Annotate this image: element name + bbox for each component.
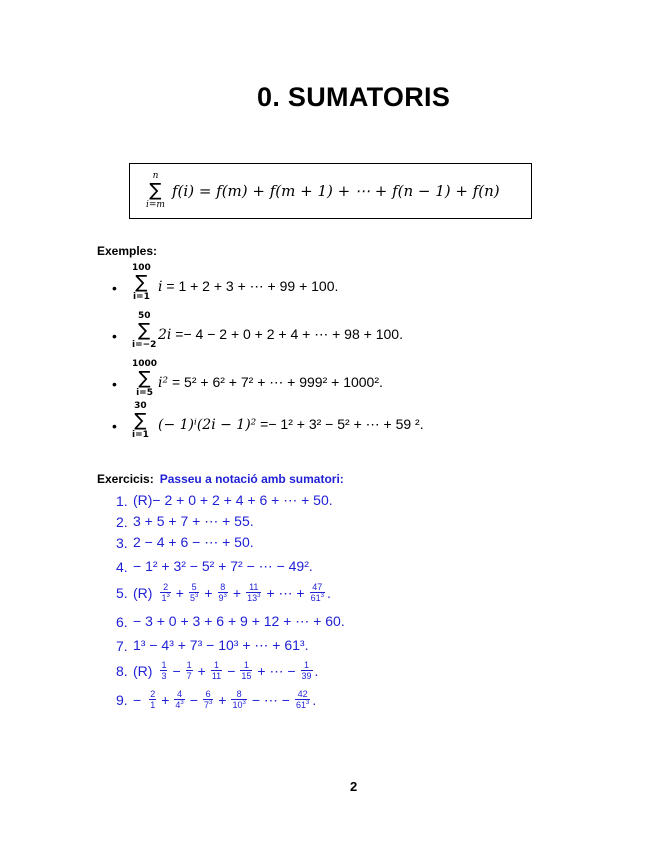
exercise-number: 7. — [116, 637, 128, 654]
denominator-base: 1 — [150, 700, 156, 711]
sigma-lower-limit: i=m — [146, 200, 165, 210]
example-rhs: = 1 + 2 + 3 + ⋯ + 99 + 100. — [162, 278, 339, 294]
fraction-denominator — [310, 592, 325, 603]
definition-box — [129, 163, 532, 219]
example-item — [112, 360, 532, 404]
example-expression — [158, 326, 403, 343]
exercise-fraction — [211, 661, 222, 682]
denominator-base: 15 — [241, 671, 252, 682]
example-sigma — [132, 312, 156, 350]
denominator-base: 61 — [295, 700, 306, 711]
exercise-item — [116, 690, 316, 711]
exercise-fraction — [246, 583, 261, 604]
example-rhs: = 5² + 6² + 7² + ⋯ + 999² + 1000². — [168, 374, 383, 390]
exercise-text: 1³ − 4³ + 7³ − 10³ + ⋯ + 61³. — [133, 637, 309, 653]
sigma-symbol: ∑ — [138, 320, 151, 341]
fraction-denominator — [186, 670, 193, 681]
sigma-upper-limit: n — [152, 171, 159, 181]
exercise-sign: + — [161, 692, 170, 709]
sigma-symbol: ∑ — [138, 368, 151, 389]
fraction-numerator: 47 — [312, 582, 323, 592]
denominator-base: 4 — [175, 700, 181, 711]
exercise-text: − 3 + 0 + 3 + 6 + 9 + 12 + ⋯ + 60. — [133, 613, 345, 629]
denominator-exponent: 3 — [242, 700, 246, 707]
fraction-numerator: 1 — [161, 660, 167, 670]
fraction-numerator: 1 — [186, 660, 192, 670]
fraction-denominator — [246, 592, 261, 603]
exercises-label: Exercicis: — [97, 472, 154, 486]
sigma-upper-limit: 30 — [134, 401, 147, 411]
denominator-base: 13 — [247, 593, 258, 604]
exercise-sign: − ⋯ − — [251, 691, 290, 708]
exercise-number: 1. — [116, 492, 128, 509]
fraction-denominator — [218, 592, 228, 603]
denominator-base: 7 — [186, 671, 192, 682]
example-rhs: =− 1² + 3² − 5² + ⋯ + 59 ². — [256, 416, 424, 432]
exercise-number: 3. — [116, 534, 128, 551]
exercise-text: 2 − 4 + 6 − ⋯ + 50. — [133, 534, 254, 550]
bullet-icon: • — [112, 376, 117, 392]
exercise-sign: + — [232, 585, 242, 602]
fraction-numerator: 4 — [177, 689, 183, 699]
bullet-icon: • — [112, 280, 117, 296]
denominator-base: 7 — [203, 700, 209, 711]
fraction-denominator — [174, 699, 184, 710]
denominator-base: 11 — [211, 671, 222, 682]
fraction-numerator: 2 — [163, 582, 169, 592]
exercise-fraction — [218, 583, 228, 604]
denominator-base: 10 — [232, 700, 243, 711]
denominator-exponent: 3 — [306, 700, 310, 707]
fraction-numerator: 11 — [249, 582, 259, 592]
exercise-fraction — [160, 583, 170, 604]
exercise-fraction — [231, 690, 246, 711]
exercise-fraction — [295, 690, 310, 711]
fraction-numerator: 2 — [150, 689, 156, 699]
exercise-fraction — [174, 690, 184, 711]
denominator-exponent: 3 — [320, 593, 324, 600]
exercise-number: 2. — [116, 513, 128, 530]
example-term: i² — [158, 375, 169, 391]
fraction-numerator: 6 — [205, 689, 211, 699]
exercise-fraction — [149, 690, 156, 711]
exercise-text: 3 + 5 + 7 + ⋯ + 55. — [133, 513, 254, 529]
exercise-prefix: (R) — [133, 585, 153, 602]
example-term: i — [158, 279, 163, 295]
exercise-sign: − — [227, 663, 236, 680]
denominator-exponent: 3 — [166, 593, 170, 600]
denominator-base: 39 — [301, 671, 312, 682]
sigma-symbol: ∑ — [135, 272, 148, 293]
denominator-base: 3 — [161, 671, 167, 682]
exercise-item — [116, 661, 318, 682]
exercise-text: − 1² + 3² − 5² + 7² − ⋯ − 49². — [133, 558, 313, 574]
exercises-instruction: Passeu a notació amb sumatori: — [159, 472, 344, 486]
exercises-header — [97, 472, 344, 486]
page-number: 2 — [350, 779, 358, 794]
example-expression — [158, 278, 338, 295]
exercise-item — [116, 613, 345, 630]
example-sigma — [132, 264, 151, 302]
exercise-sign: − — [189, 692, 198, 709]
exercise-suffix: . — [326, 585, 331, 602]
exercise-sign: + — [175, 585, 184, 602]
exercise-prefix: − — [133, 692, 142, 709]
exercise-number: 9. — [116, 692, 128, 709]
exercise-text: (R)− 2 + 0 + 2 + 4 + 6 + ⋯ + 50. — [133, 492, 333, 508]
example-rhs: =− 4 − 2 + 0 + 2 + 4 + ⋯ + 98 + 100. — [171, 326, 403, 342]
fraction-denominator — [203, 699, 213, 710]
sigma-upper-limit: 100 — [132, 263, 151, 273]
exercise-sign: + — [218, 692, 227, 709]
exercise-suffix: . — [314, 663, 319, 680]
exercise-item — [116, 583, 331, 604]
exercise-fraction — [301, 661, 313, 682]
exercise-sign: + — [197, 663, 206, 680]
exercise-number: 8. — [116, 663, 128, 680]
exercise-fraction — [310, 583, 325, 604]
fraction-numerator: 1 — [214, 660, 220, 670]
exercise-item — [116, 558, 313, 575]
example-item — [112, 264, 532, 308]
exercise-item — [116, 637, 308, 654]
fraction-numerator: 8 — [236, 689, 242, 699]
denominator-exponent: 3 — [180, 700, 184, 707]
fraction-denominator — [240, 670, 252, 681]
example-term: 2i — [158, 327, 172, 343]
exercise-sign: + — [204, 585, 213, 602]
exercise-number: 5. — [116, 585, 128, 602]
exercise-prefix: (R) — [133, 663, 153, 680]
sigma-symbol: ∑ — [149, 180, 162, 201]
exercise-sign: − — [172, 663, 181, 680]
fraction-denominator — [301, 670, 313, 681]
exercise-sign: + ⋯ + — [266, 584, 305, 601]
fraction-denominator — [231, 699, 246, 710]
definition-expression: f(i) = f(m) + f(m + 1) + ⋯ + f(n − 1) + f(n) — [172, 182, 500, 200]
bullet-icon: • — [112, 418, 117, 434]
exercise-suffix: . — [312, 692, 317, 709]
fraction-denominator — [160, 670, 167, 681]
example-sigma — [132, 360, 157, 398]
denominator-exponent: 3 — [223, 593, 227, 600]
exercise-item — [116, 534, 254, 551]
fraction-numerator: 5 — [191, 582, 197, 592]
sigma-upper-limit: 1000 — [132, 359, 158, 369]
denominator-base: 61 — [310, 593, 321, 604]
sigma-upper-limit: 50 — [137, 311, 151, 321]
denominator-exponent: 3 — [208, 700, 213, 707]
fraction-numerator: 1 — [304, 660, 310, 670]
sigma-lower-limit: i=−2 — [132, 340, 157, 350]
fraction-numerator: 42 — [297, 689, 308, 699]
definition-sigma — [146, 172, 165, 210]
exercise-sign: + ⋯ − — [257, 662, 296, 679]
denominator-exponent: 3 — [257, 593, 261, 600]
sigma-lower-limit: i=5 — [136, 388, 153, 398]
example-expression — [158, 416, 424, 433]
exercise-fraction — [160, 661, 167, 682]
exercise-number: 4. — [116, 558, 128, 575]
fraction-denominator — [295, 699, 310, 710]
example-expression — [158, 374, 383, 391]
fraction-denominator — [211, 670, 222, 681]
denominator-base: 9 — [218, 593, 224, 604]
page-title: 0. SUMATORIS — [257, 82, 451, 112]
example-term: (− 1)ⁱ(2i − 1)² — [158, 417, 257, 433]
fraction-denominator — [189, 592, 199, 603]
example-item — [112, 402, 532, 446]
fraction-denominator — [160, 592, 170, 603]
bullet-icon: • — [112, 328, 117, 344]
denominator-base: 1 — [161, 593, 167, 604]
exercise-fraction — [186, 661, 193, 682]
exercise-number: 6. — [116, 613, 128, 630]
exercise-fraction — [189, 583, 199, 604]
sigma-lower-limit: i=1 — [132, 430, 149, 440]
denominator-base: 5 — [189, 593, 195, 604]
fraction-numerator: 8 — [220, 582, 226, 592]
exercise-item — [116, 492, 333, 509]
example-item — [112, 312, 532, 356]
sigma-lower-limit: i=1 — [132, 292, 150, 302]
denominator-exponent: 3 — [195, 593, 199, 600]
exercise-item — [116, 513, 254, 530]
example-sigma — [132, 402, 149, 440]
sigma-symbol: ∑ — [134, 410, 147, 431]
exercise-fraction — [240, 661, 252, 682]
fraction-numerator: 1 — [243, 660, 249, 670]
exercise-fraction — [203, 690, 213, 711]
fraction-denominator — [149, 699, 156, 710]
examples-label: Exemples: — [97, 244, 158, 258]
